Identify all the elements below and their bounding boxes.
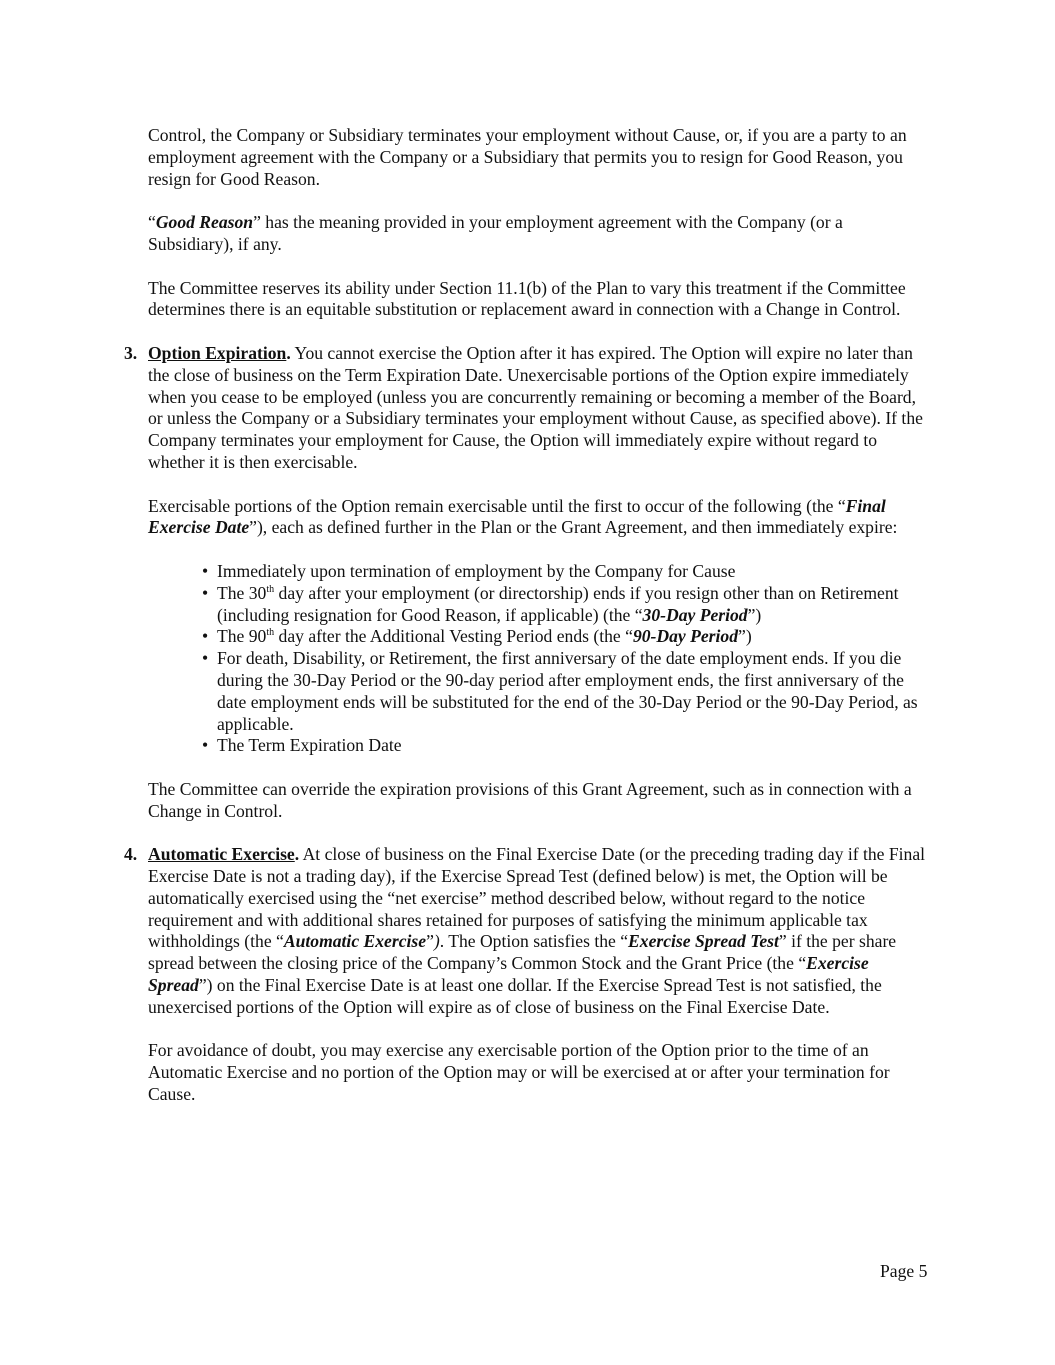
text-run: ”) (747, 604, 762, 625)
text-run: ”), each as defined further in the Plan or the Grant Agreement, and then immediately expire: (249, 517, 898, 538)
bullet-icon: • (202, 560, 209, 581)
p-exercisable-portions (148, 496, 932, 540)
text-run: . (294, 844, 300, 865)
text-run: The Term Expiration Date (217, 735, 402, 756)
defined-term: Final Exercise Date (148, 495, 886, 538)
defined-term: Good Reason (155, 212, 254, 233)
final-exercise-date-list (148, 561, 932, 757)
defined-term: Exercise Spread Test (628, 931, 779, 952)
text-run: For death, Disability, or Retirement, the first anniversary of the date employment ends. If you die during the 30-Day Period or the 90-day period after employment ends, the first anniversary of the date employment ends will be substituted for the end of the 30-Day Period or the 90-Day Period, as applicable. (217, 648, 918, 734)
text-run: ” if the per share spread between the closing price of the Company’s Common Stock and the Grant Price (the “ (148, 931, 897, 974)
list-item (202, 626, 932, 648)
p-committee-override (148, 779, 932, 823)
text-run: The 90 (217, 626, 267, 647)
list-item (202, 735, 932, 757)
text-run: For avoidance of doubt, you may exercise any exercisable portion of the Option prior to the time of an Automatic Exercise and no portion of the Option may or will be exercised at or after your termination for Cause. (148, 1040, 890, 1105)
list-item (202, 582, 932, 627)
text-run: Exercisable portions of the Option remain exercisable until the first to occur of the following (the “ (148, 495, 846, 516)
text-run: The Committee reserves its ability under Section 11.1(b) of the Plan to vary this treatment if the Committee determines there is an equitable substitution or replacement award in connection with a Change in Control. (148, 277, 906, 320)
text-run: ”) (738, 626, 752, 647)
p-control (148, 125, 932, 190)
p-avoidance-of-doubt (148, 1040, 932, 1105)
text-run: Immediately upon termination of employment by the Company for Cause (217, 560, 736, 581)
section-4 (124, 844, 932, 1018)
section-number: 3. (124, 342, 138, 363)
list-item (202, 560, 932, 583)
text-run: At close of business on the Final Exercise Date (or the preceding trading day if the Final Exercise Date is not a trading day), if the Exercise Spread Test (defined below) is met, the Option will be automatically exercised using the “net exercise” method described below, without regard to the notice requirement and with additional shares retained for purposes of satisfying the minimum applicable tax withholdings (the “ (148, 844, 926, 952)
text-run: . (286, 342, 291, 363)
defined-term: 30-Day Period (642, 604, 748, 625)
text-run: day after your employment (or directorship) ends if you resign other than on Retirement (including resignation for Good Reason, if applicable) (the “ (217, 582, 899, 625)
text-run: ” has the meaning provided in your employment agreement with the Company (or a Subsidiary), if any. (148, 212, 843, 254)
text-run: The Committee can override the expiration provisions of this Grant Agreement, such as in connection with a Change in Control. (148, 778, 912, 821)
defined-term: 90-Day Period (632, 626, 739, 647)
paragraphs-before-list (124, 125, 932, 539)
text-run: . The Option satisfies the “ (439, 931, 629, 952)
text-run: Control, the Company or Subsidiary terminates your employment without Cause, or, if you are a party to an employment agreement with the Company or a Subsidiary that permits you to resign for Good Reason, you resign for Good Reason. (148, 125, 907, 189)
section-heading: Option Expiration (148, 342, 287, 363)
list-item (202, 648, 932, 735)
document-body (124, 125, 932, 1128)
bullet-icon: • (202, 582, 209, 603)
text-run: ” (426, 931, 434, 952)
section-heading: Automatic Exercise (148, 844, 295, 865)
text-run: You cannot exercise the Option after it has expired. The Option will expire no later than the close of business on the Term Expiration Date. Unexercisable portions of the Option expire immediately when you cease to be employed (unless you are concurrently remaining or becoming a member of the Board, or unless the Company or a Subsidiary terminates your employment without Cause, as specified above). If the Company terminates your employment for Cause, the Option will immediately expire without regard to whether it is then exercisable. (148, 342, 923, 472)
defined-term: Exercise Spread (148, 953, 869, 996)
bullet-icon: • (202, 735, 209, 756)
text-run: “ (148, 212, 156, 233)
page-number: Page 5 (880, 1261, 928, 1281)
section-3 (124, 342, 932, 474)
section-number: 4. (124, 844, 138, 865)
p-good-reason (148, 212, 932, 256)
paragraphs-after-list (124, 778, 932, 1106)
text-run: The 30 (217, 582, 267, 603)
text-run: ) (433, 931, 440, 952)
bullet-icon: • (202, 626, 209, 647)
p-committee-reserves (148, 278, 932, 322)
text-run: th (266, 583, 275, 595)
text-run: th (266, 627, 275, 639)
text-run: day after the Additional Vesting Period ends (the “ (274, 626, 633, 647)
text-run: ”) on the Final Exercise Date is at least one dollar. If the Exercise Spread Test is not satisfied, the unexercised portions of the Option will expire as of close of business on the Final Exercise Date. (148, 975, 882, 1017)
bullet-icon: • (202, 648, 209, 669)
defined-term: Automatic Exercise (283, 931, 427, 952)
